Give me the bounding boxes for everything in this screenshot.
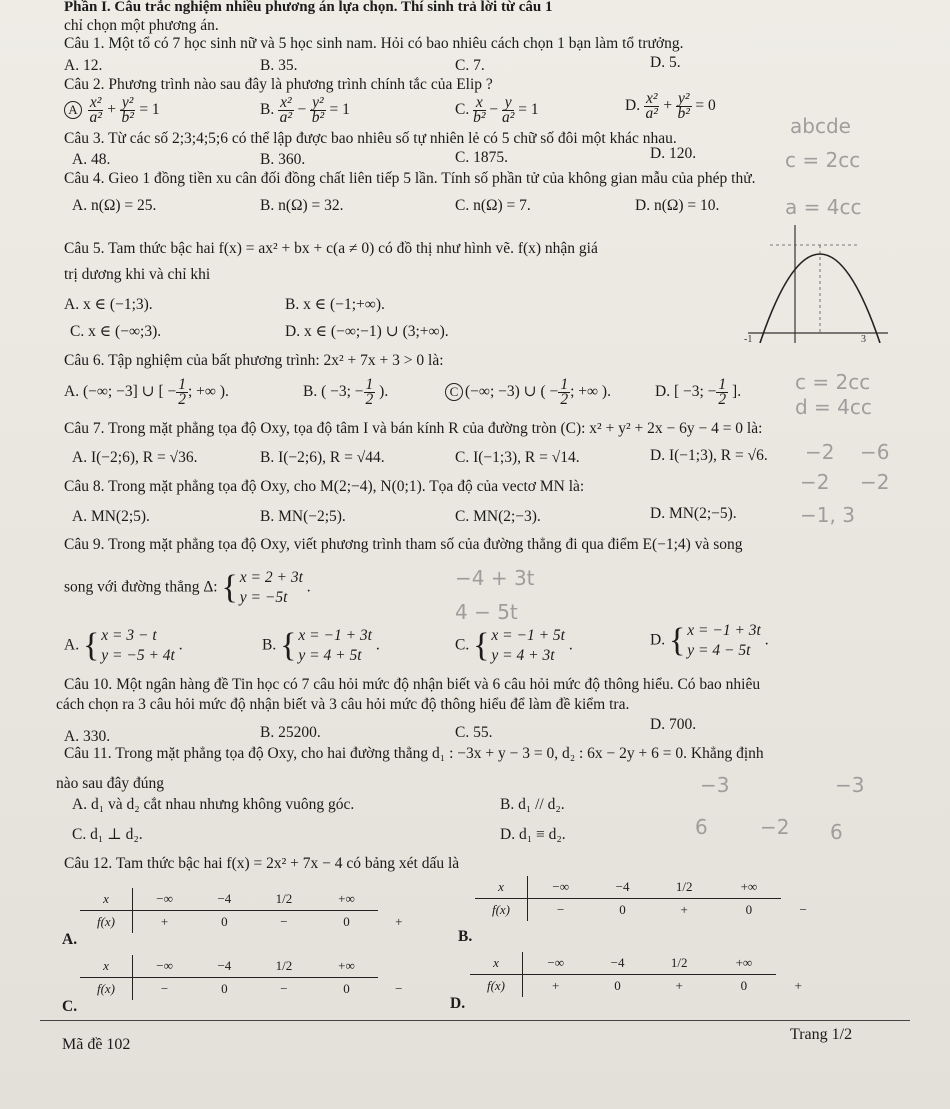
sign-table-c: x −∞ −4 1/2 +∞ f(x) − 0 − 0 − — [80, 955, 420, 1000]
q11-option-a: A. d₁ và d₂ cắt nhau nhưng không vuông góc. — [72, 796, 355, 813]
q7-option-c: C. I(−1;3), R = √14. — [455, 449, 580, 466]
svg-text:-1: -1 — [744, 334, 753, 343]
q5-option-d: D. x ∈ (−∞;−1) ∪ (3;+∞). — [285, 323, 449, 340]
handwriting-note: 6 — [830, 820, 843, 844]
q6-option-a: A. (−∞; −3] ∪ [ − $\frac{1}{2}$ ; +∞ ). — [64, 376, 229, 408]
svg-text:3: 3 — [861, 334, 866, 343]
q4-option-b: B. n(Ω) = 32. — [260, 197, 344, 214]
q6-option-b: B. ( −3; − $\frac{1}{2}$ ). — [303, 376, 389, 408]
section-subheader: chỉ chọn một phương án. — [64, 17, 219, 34]
q10-option-d: D. 700. — [650, 716, 697, 733]
question-10: Câu 10. Một ngân hàng đề Tin học có 7 câu hỏi mức độ nhận biết và 6 câu hỏi mức độ thông hiểu. Có bao nhiêu — [64, 676, 761, 693]
question-2: Câu 2. Phương trình nào sau đây là phương trình chính tắc của Elip ? — [64, 76, 493, 93]
handwriting-note: 6 — [695, 815, 708, 839]
q8-option-d: D. MN(2;−5). — [650, 505, 737, 522]
parabola-graph — [740, 225, 890, 343]
q3-option-a: A. 48. — [72, 151, 111, 168]
sign-table-d: x −∞ −4 1/2 +∞ f(x) + 0 + 0 + — [470, 952, 820, 997]
q12-label-a: A. — [62, 931, 78, 948]
q2-option-c: C. $\frac{x}{\text{b²}}$ − $\frac{y}{\text{a²}}$ = 1 — [455, 94, 539, 126]
q7-option-a: A. I(−2;6), R = √36. — [72, 449, 198, 466]
handwriting-note: −2 — [760, 815, 790, 839]
q9-option-c: C. { x = −1 + 5t y = 4 + 3t . — [455, 627, 573, 664]
q10-option-b: B. 25200. — [260, 724, 321, 741]
handwriting-note: d = 4cc — [795, 395, 872, 419]
q3-option-b: B. 360. — [260, 151, 306, 168]
q6-option-d: D. [ −3; − $\frac{1}{2}$ ]. — [655, 376, 742, 408]
handwriting-note: −3 — [835, 773, 865, 797]
q10-option-a: A. 330. — [64, 728, 111, 745]
handwriting-note: abcde — [790, 114, 851, 138]
handwriting-note: a = 4cc — [785, 195, 862, 219]
q9-option-a: A. { x = 3 − t y = −5 + 4t . — [64, 627, 183, 664]
q3-option-d: D. 120. — [650, 145, 697, 162]
sign-table-b: x −∞ −4 1/2 +∞ f(x) − 0 + 0 − — [475, 876, 825, 921]
q1-option-a: A. 12. — [64, 57, 103, 74]
question-5-cont: trị dương khi và chỉ khi — [64, 266, 211, 283]
handwriting-note: −6 — [860, 440, 890, 464]
q12-label-c: C. — [62, 998, 78, 1015]
question-6: Câu 6. Tập nghiệm của bất phương trình: 2x² + 7x + 3 > 0 là: — [64, 352, 444, 369]
q3-option-c: C. 1875. — [455, 149, 508, 166]
q11-option-b: B. d₁ // d₂. — [500, 796, 565, 813]
q5-option-a: A. x ∈ (−1;3). — [64, 296, 153, 313]
handwriting-note: c = 2cc — [795, 370, 871, 394]
q4-option-d: D. n(Ω) = 10. — [635, 197, 720, 214]
q6-option-c: C (−∞; −3) ∪ ( − $\frac{1}{2}$ ; +∞ ). — [445, 378, 611, 407]
q9-option-d: D. { x = −1 + 3t y = 4 − 5t . — [650, 622, 769, 659]
q9-option-b: B. { x = −1 + 3t y = 4 + 5t . — [262, 627, 380, 664]
q4-option-c: C. n(Ω) = 7. — [455, 197, 531, 214]
section-header: Phần I. Câu trắc nghiệm nhiều phương án lựa chọn. Thí sinh trả lời từ câu 1 — [64, 0, 553, 15]
question-3: Câu 3. Từ các số 2;3;4;5;6 có thể lập được bao nhiêu số tự nhiên lẻ có 5 chữ số đôi một khác nhau. — [64, 130, 677, 147]
handwriting-note: 4 − 5t — [455, 600, 518, 624]
handwriting-note: −2 — [860, 470, 890, 494]
question-8: Câu 8. Trong mặt phẳng tọa độ Oxy, cho M(2;−4), N(0;1). Tọa độ của vectơ MN là: — [64, 478, 585, 495]
q11-option-d: D. d₁ ≡ d₂. — [500, 826, 566, 843]
question-4: Câu 4. Gieo 1 đồng tiền xu cân đối đồng chất liên tiếp 5 lần. Tính số phần tử của không gian mẫu của phép thử. — [64, 170, 756, 187]
q7-option-b: B. I(−2;6), R = √44. — [260, 449, 385, 466]
handwriting-note: c = 2cc — [785, 148, 861, 172]
q5-option-b: B. x ∈ (−1;+∞). — [285, 296, 385, 313]
q12-label-d: D. — [450, 995, 466, 1012]
q8-option-c: C. MN(2;−3). — [455, 508, 541, 525]
question-11: Câu 11. Trong mặt phẳng tọa độ Oxy, cho hai đường thẳng d₁ : −3x + y − 3 = 0, d₂ : 6x − 2y + 6 = 0. Khẳng định — [64, 745, 764, 762]
q1-option-b: B. 35. — [260, 57, 298, 74]
handwriting-note: −1, 3 — [800, 503, 855, 527]
q11-option-c: C. d₁ ⊥ d₂. — [72, 826, 143, 843]
q2-option-a: A $\frac{\text{x²}}{\text{a²}}$ + $\frac{\text{y²}}{\text{b²}}$ = 1 — [64, 96, 160, 125]
q8-option-b: B. MN(−2;5). — [260, 508, 346, 525]
q12-label-b: B. — [458, 928, 473, 945]
q5-option-c: C. x ∈ (−∞;3). — [70, 323, 162, 340]
question-9: Câu 9. Trong mặt phẳng tọa độ Oxy, viết phương trình tham số của đường thẳng đi qua điểm E(−1;4) và song — [64, 536, 743, 553]
q1-option-c: C. 7. — [455, 57, 485, 74]
sign-table-a: x −∞ −4 1/2 +∞ f(x) + 0 − 0 + — [80, 888, 420, 933]
handwriting-note: −2 — [805, 440, 835, 464]
q10-option-c: C. 55. — [455, 724, 493, 741]
question-11-cont: nào sau đây đúng — [56, 775, 165, 792]
q2-option-d: D. $\frac{\text{x²}}{\text{a²}}$ + $\frac{\text{y²}}{\text{b²}}$ = 0 — [625, 90, 716, 122]
q8-option-a: A. MN(2;5). — [72, 508, 150, 525]
exam-code: Mã đề 102 — [62, 1036, 131, 1053]
question-5: Câu 5. Tam thức bậc hai f(x) = ax² + bx + c(a ≠ 0) có đồ thị như hình vẽ. f(x) nhận giá — [64, 240, 598, 257]
handwriting-note: −2 — [800, 470, 830, 494]
handwriting-note: −3 — [700, 773, 730, 797]
q2-option-b: B. $\frac{\text{x²}}{\text{a²}}$ − $\frac{\text{y²}}{\text{b²}}$ = 1 — [260, 94, 350, 126]
question-10-cont: cách chọn ra 3 câu hỏi mức độ nhận biết và 3 câu hỏi mức độ thông hiểu để làm đề kiểm tra. — [56, 696, 630, 713]
question-1: Câu 1. Một tổ có 7 học sinh nữ và 5 học sinh nam. Hỏi có bao nhiêu cách chọn 1 bạn làm tổ trưởng. — [64, 35, 684, 52]
q7-option-d: D. I(−1;3), R = √6. — [650, 447, 768, 464]
footer-divider — [40, 1020, 910, 1021]
page-number: Trang 1/2 — [790, 1026, 853, 1043]
question-12: Câu 12. Tam thức bậc hai f(x) = 2x² + 7x − 4 có bảng xét dấu là — [64, 855, 460, 872]
q4-option-a: A. n(Ω) = 25. — [72, 197, 157, 214]
question-7: Câu 7. Trong mặt phẳng tọa độ Oxy, tọa độ tâm I và bán kính R của đường tròn (C): x² + y² + 2x − 6y − 4 = 0 là: — [64, 420, 763, 437]
handwriting-note: −4 + 3t — [455, 566, 535, 590]
q1-option-d: D. 5. — [650, 54, 681, 71]
question-9-cont: song với đường thẳng Δ: { x = 2 + 3t y = −5t . — [64, 569, 311, 606]
